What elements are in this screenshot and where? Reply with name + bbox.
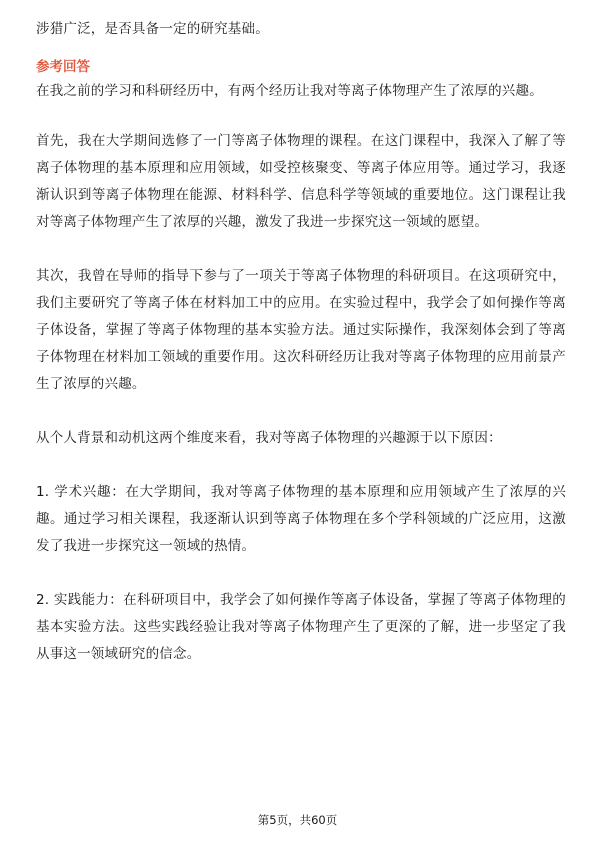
intro-tail-text: 涉猎广泛，是否具备一定的研究基础。 (36, 21, 269, 37)
page-footer (0, 812, 595, 828)
paragraph-5: 1. 学术兴趣：在大学期间，我对等离子体物理的基本原理和应用领域产生了浓厚的兴趣。通过学习相关课程，我逐渐认识到等离子体物理在多个学科领域的广泛应用，这激发了我进一步探究这一领域的热情。 (36, 484, 566, 554)
answer-heading: 参考回答 (36, 59, 90, 75)
paragraph-3: 其次，我曾在导师的指导下参与了一项关于等离子体物理的科研项目。在这项研究中，我们主要研究了等离子体在材料加工中的应用。在实验过程中，我学会了如何操作等离子体设备，掌握了等离子体物理的基本实验方法。通过实际操作，我深刻体会到了等离子体物理在材料加工领域的重要作用。这次科研经历让我对等离子体物理的应用前景产生了浓厚的兴趣。 (36, 268, 566, 392)
page-number-label: 第5页，共60页 (257, 813, 338, 827)
document-page (36, 16, 566, 668)
paragraph-2: 首先，我在大学期间选修了一门等离子体物理的课程。在这门课程中，我深入了解了等离子体物理的基本原理和应用领域，如受控核聚变、等离子体应用等。通过学习，我逐渐认识到等离子体物理在能源、材料科学、信息科学等领域的重要地位。这门课程让我对等离子体物理产生了浓厚的兴趣，激发了我进一步探究这一领域的愿望。 (36, 133, 566, 230)
paragraph-6: 2. 实践能力：在科研项目中，我学会了如何操作等离子体设备，掌握了等离子体物理的基本实验方法。这些实践经验让我对等离子体物理产生了更深的了解，进一步坚定了我从事这一领域研究的信念。 (36, 592, 566, 662)
paragraph-4: 从个人背景和动机这两个维度来看，我对等离子体物理的兴趣源于以下原因： (36, 430, 502, 446)
paragraph-1: 在我之前的学习和科研经历中，有两个经历让我对等离子体物理产生了浓厚的兴趣。 (36, 83, 543, 99)
